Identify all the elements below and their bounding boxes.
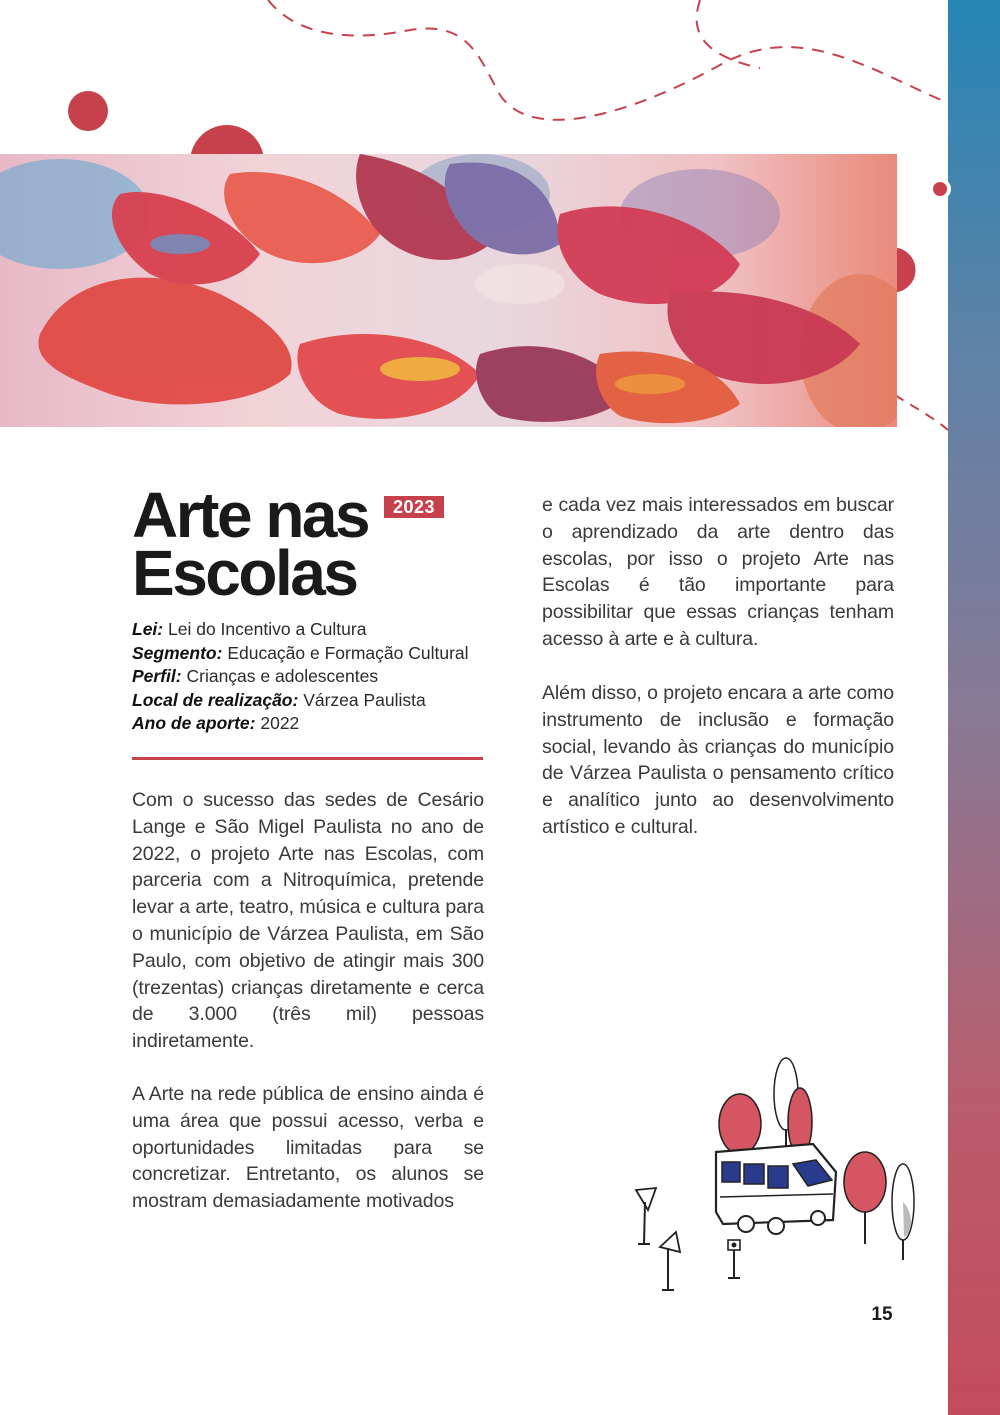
info-segmento: [132, 642, 492, 666]
info-value: Educação e Formação Cultural: [227, 642, 469, 663]
project-info-list: [132, 618, 492, 736]
info-value: Várzea Paulista: [303, 689, 426, 710]
deco-circle-dot: [931, 180, 949, 198]
year-badge: 2023: [384, 496, 444, 518]
hero-image-painted-hands: [0, 154, 897, 427]
page-number: 15: [871, 1304, 893, 1325]
info-value: Crianças e adolescentes: [186, 666, 379, 686]
article-title: [132, 479, 369, 609]
info-key: Perfil:: [132, 666, 182, 686]
side-gradient-bar: [948, 0, 1000, 1415]
title-line-1: Arte nas: [132, 479, 369, 551]
bus-icon: [716, 1144, 836, 1234]
info-local: [132, 689, 492, 713]
section-divider: [132, 757, 483, 760]
tree-icon: [844, 1152, 886, 1244]
body-paragraph-4: Além disso, o projeto encara a arte como instrumento de inclusão e formação social, levando às crianças do município de Várzea Paulista o pensamento crítico e analítico junto ao desenvolvimento artístico e cultural.: [542, 682, 894, 838]
body-paragraph-2: A Arte na rede pública de ensino ainda é uma área que possui acesso, verba e oportunidades limitadas para se concretizar. Entretanto, os alunos se mostram demasiadamente motivados: [132, 1083, 484, 1213]
body-paragraph-3: e cada vez mais interessados em buscar o aprendizado da arte dentro das escolas, por isso o projeto Arte nas Escolas é tão importante para possibilitar que essas crianças tenham acesso à arte e à cultura.: [542, 494, 894, 650]
lamp-icon: [660, 1232, 680, 1290]
title-line-2: Escolas: [132, 537, 357, 609]
info-perfil: [132, 665, 492, 689]
lamp-icon: [636, 1188, 656, 1244]
info-value: Lei do Incentivo a Cultura: [168, 619, 367, 639]
info-key: Local de realização:: [132, 689, 299, 710]
info-ano: [132, 712, 492, 736]
camera-icon: [728, 1240, 740, 1278]
info-key: Segmento:: [132, 642, 223, 663]
body-paragraph-1: Com o sucesso das sedes de Cesário Lange e São Migel Paulista no ano de 2022, o projeto Arte nas Escolas, com parceria com a Nitroquímica, pretende levar a arte, teatro, música e cultura para o município de Várzea Paulista, em São Paulo, com objetivo de atingir mais 300 (trezentas) crianças diretamente e cerca de 3.000 (três mil) pessoas indiretamente.: [132, 789, 484, 1053]
deco-circle-small: [68, 91, 108, 131]
info-value: 2022: [260, 713, 300, 733]
bus-trees-illustration: [628, 1052, 928, 1302]
info-lei: [132, 618, 492, 642]
info-key: Lei:: [132, 619, 164, 639]
info-key: Ano de aporte:: [132, 713, 256, 733]
tree-icon: [892, 1164, 914, 1260]
